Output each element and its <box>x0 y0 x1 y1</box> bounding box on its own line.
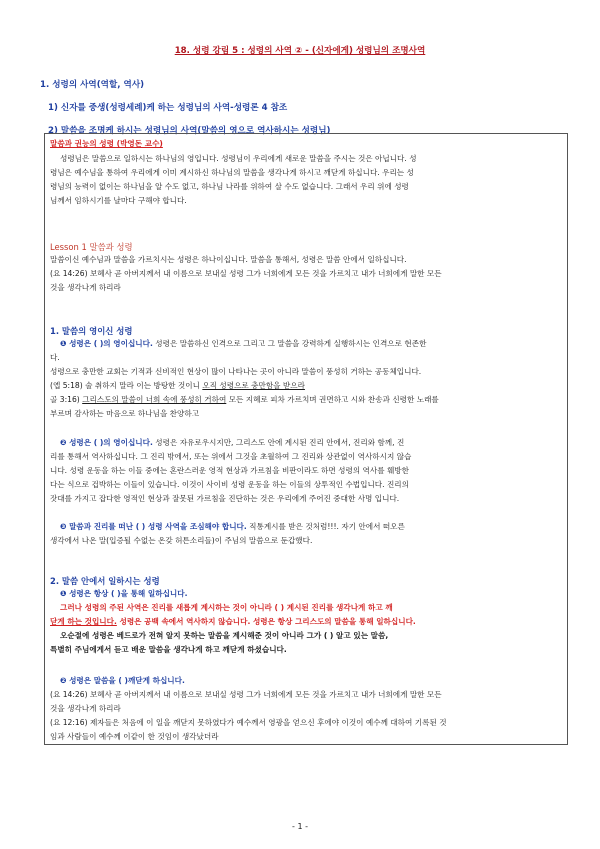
point-4-red-line: 그러나 성령의 주된 사역은 진리를 새롭게 계시하는 것이 아니라 ( ) 계시된 진리를 생각나게 하고 깨 <box>60 603 393 612</box>
point-2: ❷ 성령은 ( )의 영이십니다. 성령은 자유로우시지만, 그리스도 안에 계시된 진리 안에서, 진리와 함께, 진 <box>60 438 405 447</box>
lesson-heading: Lesson 1 말씀과 성령 <box>50 242 133 252</box>
intro-line: 령님의 능력이 없이는 하나님을 알 수도 없고, 하나님 나라를 위하여 살 수도 없습니다. 그래서 우리 위에 성령 <box>50 182 409 191</box>
point-1-line: (엡 5:18) 술 취하지 말라 이는 방탕한 것이니 오직 성령으로 충만함을 받으라 <box>50 381 305 390</box>
intro-line: 성령님은 말씀으로 일하시는 하나님의 영입니다. 성령님이 우리에게 새로운 말씀을 주시는 것은 아닙니다. 성 <box>60 154 417 163</box>
point-2-line: 다는 식으로 겁박하는 이들이 있습니다. 이것이 사이비 성령 운동을 하는 이들의 상투적인 수법입니다. 진리의 <box>50 480 409 489</box>
point-5: ❷ 성령은 말씀을 ( )깨닫게 하십니다. <box>60 676 185 685</box>
point-5-line: 것을 생각나게 하리라 <box>50 704 121 713</box>
lesson-line: 것을 생각나게 하리라 <box>50 283 121 292</box>
point-1-line: 부르며 감사하는 마음으로 하나님을 찬양하고 <box>50 409 200 418</box>
lesson-line: 말씀이신 예수님과 말씀을 가르치시는 성령은 하나이십니다. 말씀을 통해서, 성령은 말씀 안에서 일하십니다. <box>50 255 407 264</box>
section-heading-2: 2. 말씀 안에서 일하시는 성령 <box>50 576 160 586</box>
point-2-line: 잣대를 가지고 잡다한 영적인 현상과 잘못된 가르침을 진단하는 것은 우리에게 주어진 중대한 사명 입니다. <box>50 494 400 503</box>
box-header: 말씀과 권능의 성령 (박영돈 교수) <box>50 139 163 148</box>
point-2-line: 니다. 성령 운동을 하는 이들 중에는 혼란스러운 영적 현상과 가르침을 비판이라도 하면 성령의 역사를 훼방한 <box>50 466 409 475</box>
point-3-line: 생각에서 나온 말(입증될 수없는 온갖 허튼소리들)이 주님의 말씀으로 둔갑했다. <box>50 536 313 545</box>
page-title: 18. 성령 강림 5 : 성령의 사역 ② - (신자에게) 성령님의 조명사역 <box>174 46 426 56</box>
point-4-line: 오순절에 성령은 베드로가 전혀 알지 못하는 말씀을 계시해준 것이 아니라 그가 ( ) 알고 있는 말씀, <box>60 631 389 640</box>
point-5-line: (요 14:26) 보혜사 곧 아버지께서 내 이름으로 보내실 성령 그가 너희에게 모든 것을 가르치고 내가 너희에게 말한 모든 <box>50 690 442 699</box>
point-5-line: 임과 사람들이 예수께 이같이 한 것임이 생각났더라 <box>50 732 219 741</box>
page-number: - 1 - <box>292 822 308 831</box>
point-1-line: 다. <box>50 353 60 362</box>
intro-line: 령님은 예수님을 통하여 우리에게 이미 계시하신 하나님의 말씀을 생각나게 하시고 깨닫게 하십니다. 우리는 성 <box>50 168 414 177</box>
point-2-line: 리를 통해서 역사하십니다. 그 진리 밖에서, 또는 위에서 그것을 초월하여 그 진리와 상관없이 역사하시지 않습 <box>50 452 412 461</box>
lesson-line: (요 14:26) 보혜사 곧 아버지께서 내 이름으로 보내실 성령 그가 너희에게 모든 것을 가르치고 내가 너희에게 말한 모든 <box>50 269 442 278</box>
point-4-red-line: 닫게 하는 것입니다. 성령은 공백 속에서 역사하지 않습니다. 성령은 항상 그리스도의 말씀을 통해 일하십니다. <box>50 617 416 626</box>
point-4: ❶ 성령은 항상 ( )을 통해 일하십니다. <box>60 589 188 598</box>
point-4-line: 특별히 주님에게서 듣고 배운 말씀을 생각나게 하고 깨닫게 하셨습니다. <box>50 645 287 654</box>
section-1-heading: 1. 성령의 사역(역할, 역사) <box>40 80 145 90</box>
point-5-line: (요 12:16) 제자들은 처음에 이 일을 깨닫지 못하였다가 예수께서 영광을 얻으신 후에야 이것이 예수께 대하여 기록된 것 <box>50 718 447 727</box>
subsection-1-1: 1) 신자를 중생(성령세례)케 하는 성령님의 사역-성령론 4 참조 <box>48 103 288 113</box>
intro-line: 님께서 임하시기를 날마다 구해야 합니다. <box>50 196 187 205</box>
point-1: ❶ 성령은 ( )의 영이십니다. 성령은 말씀하신 인격으로 그리고 그 말씀을 강력하게 실행하시는 인격으로 현존한 <box>60 339 427 348</box>
subsection-1-2: 2) 말씀을 조명케 하시는 성령님의 사역(말씀의 영으로 역사하시는 성령님) <box>48 126 331 136</box>
point-3: ❸ 말씀과 진리를 떠난 ( ) 성령 사역을 조심해야 합니다. 직통계시를 받은 것처럼!!!. 자기 안에서 떠오른 <box>60 522 405 531</box>
point-1-line: 골 3:16) 그리스도의 말씀이 너희 속에 풍성히 거하여 모든 지혜로 피차 가르치며 권면하고 시와 찬송과 신령한 노래를 <box>50 395 439 404</box>
point-1-line: 성령으로 충만한 교회는 기적과 신비적인 현상이 많이 나타나는 곳이 아니라 말씀이 풍성히 거하는 공동체입니다. <box>50 367 422 376</box>
section-heading-1: 1. 말씀의 영이신 성령 <box>50 326 133 336</box>
